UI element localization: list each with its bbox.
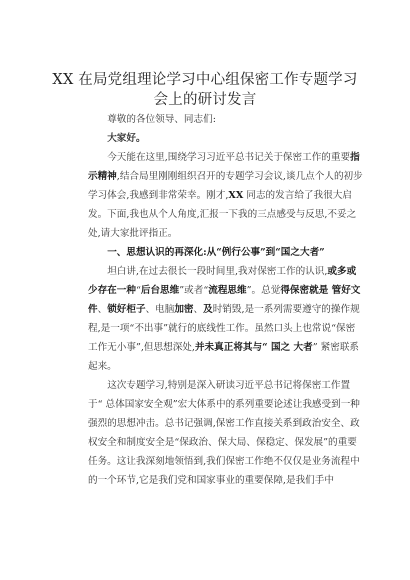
paragraph-opening — [88, 148, 363, 243]
emphasis-text: 锁好柜子 — [107, 304, 146, 315]
emphasis-text: XX — [228, 190, 244, 201]
emphasis-text: 及 — [203, 304, 213, 315]
paragraph-text: 同志的发言给了我很大启发。下面,我也从个人角度,汇报一下我的三点感受与反思,不妥之处,请大家批评指正。 — [88, 190, 357, 239]
paragraph-text: ”或者“ — [179, 285, 209, 296]
paragraph-text: ” 紧密联系起来。 — [88, 342, 360, 372]
salutation: 尊敬的各位领导、同志们: — [107, 114, 216, 125]
paragraph-text: “ — [135, 285, 141, 296]
paragraph-text: 、电脑 — [145, 304, 175, 315]
emphasis-text: 指示精神 — [88, 152, 360, 182]
paragraph-text: ”。总觉 — [246, 285, 281, 296]
greeting: 大家好。 — [107, 133, 146, 144]
paragraph-text: 、 — [97, 304, 108, 315]
paragraph-reflection — [88, 262, 363, 376]
paragraph-text: 、 — [193, 304, 204, 315]
emphasis-text: 得保密就是 管好文件 — [88, 285, 361, 315]
paragraph-text: 坦白讲,在过去很长一段时间里,我对保密工作的认识, — [107, 266, 328, 277]
document-title: XX 在局党组理论学习中心组保密工作专题学习会上的研讨发言 — [52, 72, 358, 108]
paragraph-study: 这次专题学习,特别是深入研读习近平总书记将保密工作置于“ 总体国家安全观”宏大体系中的系列重要论述让我感受到一种强烈的思想冲击。总书记强调,保密工作直接关系到政治安全、政权安全和制度安全是“保政治、保大局、保稳定、保发展”的重要任务。这让我深刻地领悟到,我们保密工作绝不仅仅是业务流程中的一个环节,它是我们党和国家事业的重要保障,是我们手中 — [88, 380, 360, 486]
emphasis-text: 或多或少存在一种 — [88, 266, 357, 296]
paragraph-text: ,结合局里刚刚组织召开的专题学习会议,谈几点个人的初步学习体会,我感到非常荣幸。刚才, — [88, 171, 363, 201]
paragraph-text: 今天能在这里,围绕学习习近平总书记关于保密工作的重要 — [107, 152, 351, 163]
emphasis-text: 流程思维 — [208, 285, 247, 296]
section-heading-1: 一、思想认识的再深化:从“例行公事”到“国之大者” — [107, 247, 325, 258]
document-body — [88, 110, 363, 490]
paragraph-text: 时销毁,是一系列需要遵守的操作规程,是一项“不出事”就行的底线性工作。虽然口头上也常说“保密工作无小事”,但思想深处, — [88, 304, 360, 353]
emphasis-text: 并未真正将其与“ 国之 大者 — [194, 342, 313, 353]
emphasis-text: 加密 — [174, 304, 194, 315]
emphasis-text: 后台思维 — [140, 285, 180, 296]
